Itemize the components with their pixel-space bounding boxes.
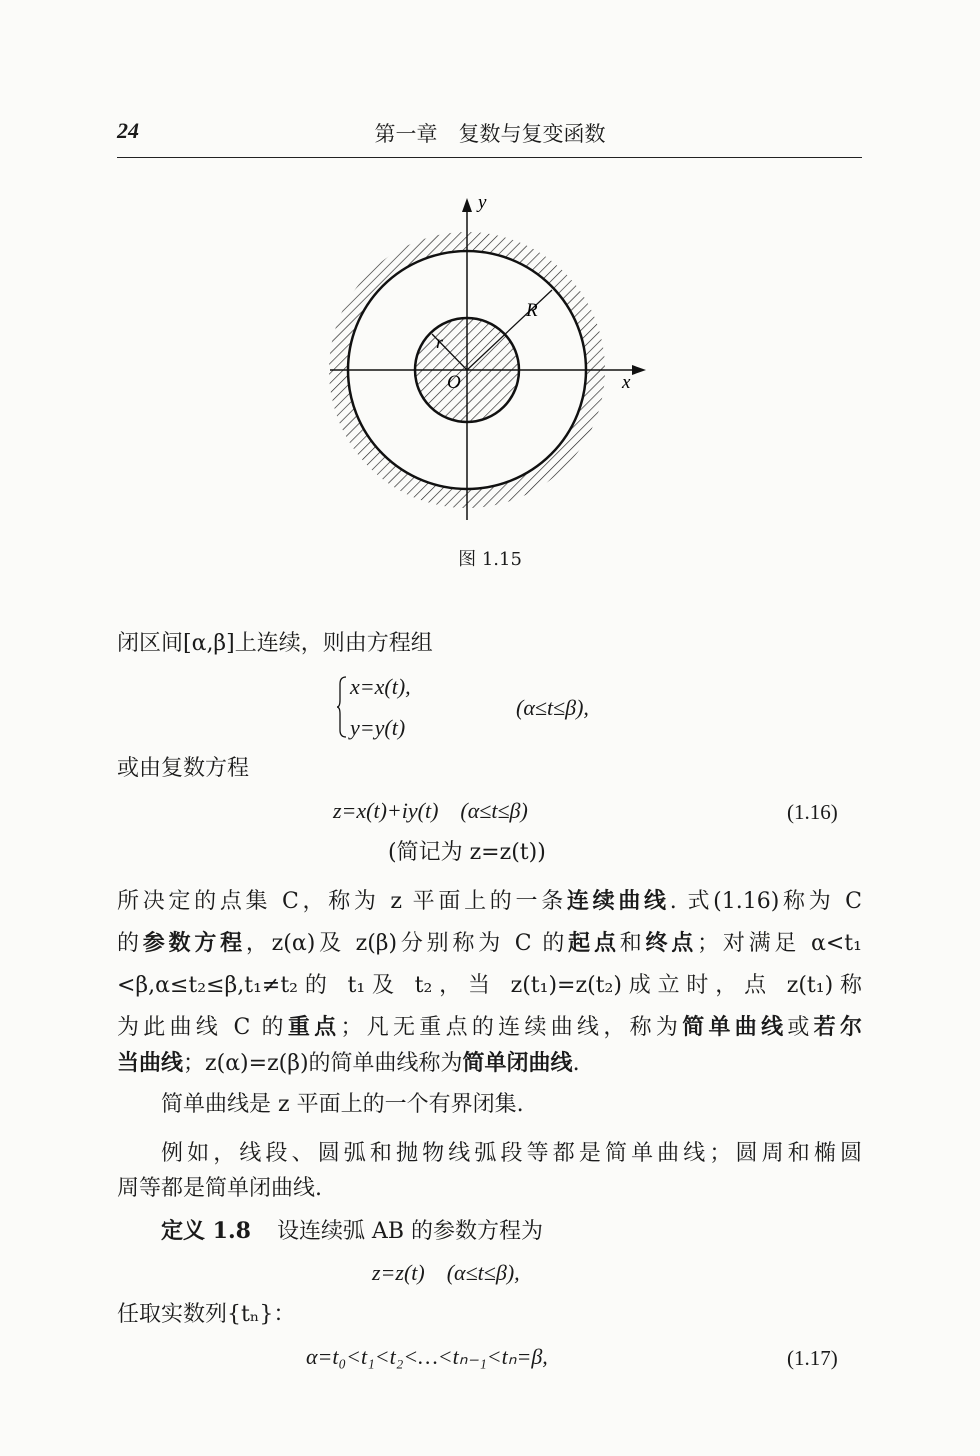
paragraph-line: <β,α≤t₂≤β,t₁≠t₂的 t₁及 t₂，当 z(t₁)=z(t₂)成立时，点 z(t₁)称 bbox=[117, 973, 862, 998]
text-line: 或由复数方程 bbox=[117, 756, 250, 781]
paragraph-line: 简单曲线是 z 平面上的一个有界闭集. bbox=[161, 1092, 524, 1117]
paragraph-line: 例如，线段、圆弧和抛物线弧段等都是简单曲线；圆周和椭圆 bbox=[161, 1141, 862, 1166]
text-span: 为此曲线 C 的 bbox=[117, 1015, 288, 1040]
definition-line bbox=[161, 1220, 543, 1243]
term-multiple-point: 重点 bbox=[287, 1014, 341, 1040]
text-span: . 式(1.16)称为 C bbox=[669, 889, 862, 914]
text-span: . bbox=[572, 1051, 580, 1076]
running-title: 第一章 复数与复变函数 bbox=[374, 122, 606, 146]
label-origin: O bbox=[447, 372, 461, 393]
equation-note: (简记为 z=z(t)) bbox=[388, 840, 546, 865]
figure-annulus-diagram bbox=[0, 0, 980, 540]
term-end-point: 终点 bbox=[645, 930, 698, 956]
system-eq-y: y=y(t) bbox=[350, 715, 406, 740]
equation-number: (1.17) bbox=[787, 1346, 838, 1370]
label-x: x bbox=[622, 372, 631, 393]
figure-caption: 图 1.15 bbox=[458, 549, 522, 570]
text-span: 的 bbox=[117, 931, 143, 956]
paragraph-line: 周等都是简单闭曲线. bbox=[117, 1176, 322, 1201]
system-condition: (α≤t≤β), bbox=[516, 695, 589, 720]
equation-number: (1.16) bbox=[787, 800, 838, 824]
system-eq-x: x=x(t), bbox=[350, 674, 411, 699]
paragraph-line bbox=[117, 1052, 580, 1075]
term-jordan-curve: 若尔 bbox=[813, 1014, 862, 1040]
label-r: r bbox=[436, 332, 444, 352]
page-number: 24 bbox=[117, 118, 139, 143]
text-span: ；凡无重点的连续曲线，称为 bbox=[340, 1015, 683, 1040]
paragraph-line bbox=[117, 884, 862, 915]
system-brace bbox=[337, 676, 347, 738]
equation-1-16: z=x(t)+iy(t) (α≤t≤β) bbox=[333, 798, 528, 823]
definition-label: 定义 1.8 bbox=[161, 1218, 251, 1244]
label-y: y bbox=[478, 192, 487, 213]
text-line: 闭区间[α,β]上连续，则由方程组 bbox=[117, 631, 433, 656]
equation-1-17: α=t₀<t₁<t₂<…<tₙ₋₁<tₙ=β, bbox=[306, 1344, 548, 1369]
definition-text: 设连续弧 AB 的参数方程为 bbox=[276, 1219, 543, 1244]
term-simple-curve: 简单曲线 bbox=[682, 1014, 788, 1040]
text-span: 或 bbox=[787, 1015, 814, 1040]
term-parametric-equation: 参数方程 bbox=[142, 930, 246, 956]
text-span: 所决定的点集 C，称为 z 平面上的一条 bbox=[117, 889, 567, 914]
text-span: ；z(α)=z(β)的简单曲线称为 bbox=[183, 1051, 463, 1076]
text-span: ，z(α)及 z(β)分别称为 C 的 bbox=[245, 931, 569, 956]
term-continuous-curve: 连续曲线 bbox=[566, 888, 670, 914]
text-line: 任取实数列{tₙ}： bbox=[117, 1302, 296, 1327]
paragraph-line bbox=[117, 926, 862, 957]
term-start-point: 起点 bbox=[568, 930, 620, 956]
text-span: 和 bbox=[619, 931, 646, 956]
term-jordan-curve-cont: 当曲线 bbox=[117, 1050, 184, 1076]
definition-equation: z=z(t) (α≤t≤β), bbox=[372, 1260, 520, 1285]
label-R: R bbox=[526, 300, 538, 321]
term-simple-closed-curve: 简单闭曲线 bbox=[462, 1050, 573, 1076]
text-span: ；对满足 α<t₁ bbox=[697, 931, 862, 956]
paragraph-line bbox=[117, 1010, 862, 1041]
